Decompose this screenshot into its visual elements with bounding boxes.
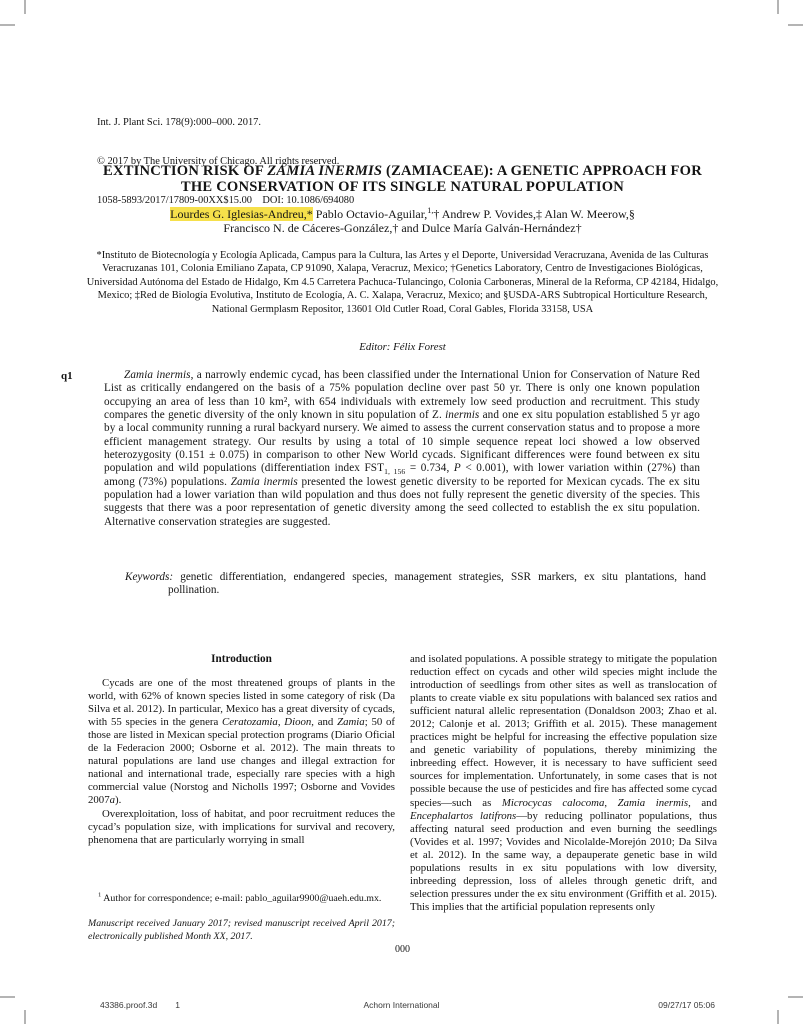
crop-mark-top-left-h	[0, 24, 15, 26]
intro-paragraph-continuation: and isolated populations. A possible strategy to mitigate the population reduction effect on cycads and other wild species might include the introduction of seedlings from other sites as well as translocation of plants to create viable ex situ populations with balanced sex ratios and sufficient natural allelic representation (Donaldson 2003; Zhao et al. 2012; Calonje et al. 2013; Griffith et al. 2015). These management practices might be helpful for increasing the effective population size and genetic variability of populations, thereby minimizing the inbreeding effect. However, it is necessary to have sufficient seed sources for implementation. Unfortunately, in some cases that is not possible because the use of pesticides and fire has affected some cycad species—such as Microcycas calocoma, Zamia inermis, and Encephalartos latifrons—by reducing pollinator populations, thus affecting natural seed production and even burning the seedlings (Vovides et al. 1997; Vovides and Nicolalde-Morejón 2010; Da Silva et al. 2012). In the same way, a depauperate genetic base in wild populations results in ex situ populations with low diversity, inbreeding depression, loss of alleles through genetic drift, and selection pressures under the ex situ environment (Griffith et al. 2015). This implies that the artificial population represents only	[410, 653, 717, 913]
journal-citation-line: Int. J. Plant Sci. 178(9):000–000. 2017.	[97, 117, 261, 128]
crop-mark-top-right-h	[788, 24, 803, 26]
proof-slug-vendor: Achorn International	[363, 1000, 440, 1010]
crop-mark-bottom-right-h	[788, 996, 803, 998]
copyright-line: © 2017 by The University of Chicago. All rights reserved.	[97, 156, 340, 167]
author-line-1: Lourdes G. Iglesias-Andreu,* Pablo Octavio-Aguilar,$^{1,}$† Andrew P. Vovides,‡ Alan W. Meerow,§	[170, 206, 635, 221]
footnote-correspondence: $^1$ Author for correspondence; e-mail: pablo_aguilar9900@uaeh.edu.mx.	[98, 891, 382, 904]
intro-paragraph-1: Cycads are one of the most threatened groups of plants in the world, with 62% of known species listed in some category of risk (Da Silva et al. 2012). In particular, Mexico has a great diversity of cycads, with 55 species in the genera Ceratozamia, Dioon, and Zamia; 50 of those are listed in Mexican special protection programs (Diario Oficial de la Federacion 2000; Osborne et al. 2012). The main threats to natural populations are land use changes and illegal extraction for national and international trade, especially rare species with a high commercial value (Norstog and Nicholls 1997; Osborne and Vovides 2007a).	[88, 677, 395, 807]
footnote-manuscript-history: Manuscript received January 2017; revised manuscript received April 2017; electronically published Month XX, 2017.	[88, 918, 395, 942]
author-byline	[60, 207, 745, 235]
article-title: EXTINCTION RISK OF ZAMIA INERMIS (ZAMIACEAE): A GENETIC APPROACH FOR THE CONSERVATION OF ITS SINGLE NATURAL POPULATION	[103, 163, 702, 195]
issn-doi-line: 1058-5893/2017/17809-00XX$15.00 DOI: 10.1086/694080	[97, 195, 355, 206]
body-columns	[88, 653, 717, 914]
proof-slug-file	[100, 1000, 180, 1010]
proof-slug-filename: 43386.proof.3d	[100, 1000, 158, 1010]
folio-page-number: 000	[395, 944, 410, 955]
proof-slug	[0, 1000, 803, 1014]
right-column	[410, 653, 717, 914]
proof-slug-pagenum: 1	[175, 1000, 180, 1010]
author-line-2: Francisco N. de Cáceres-González,† and Dulce María Galván-Hernández†	[223, 221, 582, 236]
abstract	[104, 369, 700, 529]
proof-query-q1: q1	[61, 370, 73, 382]
crop-mark-top-right-v	[777, 0, 779, 14]
keywords: Keywords: genetic differentiation, endangered species, management strategies, SSR markers, ex situ plantations, hand pollination.	[125, 571, 706, 597]
affiliations: *Instituto de Biotecnología y Ecología Aplicada, Campus para la Cultura, las Artes y el Deporte, Universidad Veracruzana, Avenida de las Culturas Veracruzanas 101, Colonia Emiliano Zapata, CP 91090, Xalapa, Veracruz, Mexico; †Genetics Laboratory, Centro de Investigaciones Biológicas, Universidad Autónoma del Estado de Hidalgo, Km 4.5 Carretera Pachuca-Tulancingo, Colonia Carboneras, Mineral de la Reforma, CP 42184, Hidalgo, Mexico; ‡Red de Biología Evolutiva, Instituto de Ecología, A. C. Xalapa, Veracruz, Mexico; and §USDA-ARS Subtropical Horticulture Research, National Germplasm Repositor, 13601 Old Cutler Road, Coral Gables, Florida 33158, USA	[86, 250, 719, 315]
proof-slug-datetime: 09/27/17 05:06	[658, 1000, 715, 1010]
editor-line: Editor: Félix Forest	[359, 341, 446, 353]
crop-mark-bottom-left-h	[0, 996, 15, 998]
abstract-text: Zamia inermis, a narrowly endemic cycad, has been classified under the International Union for Conservation of Nature Red List as critically endangered on the basis of a 75% population decline over past 50 yr. There is only one known population occupying an area of less than 10 km², with 654 individuals with extremely low seed production and recruitment. This study compares the genetic diversity of the only known in situ population of Z. inermis and one ex situ population established 5 yr ago by a local community running a rural backyard nursery. We aimed to assess the current conservation status and to propose a more efficient management strategy. Our results by using a total of 10 simple sequence repeat loci showed a low observed heterozygosity (0.151 ± 0.075) in comparison to other New World cycads. Significant differences were found between ex situ population and wild populations (differentiation index $FST_{1, 156} = 0.734$, P < 0.001), with lower variation within (27%) than among (73%) populations. Zamia inermis presented the lowest genetic diversity to be reported for Mexican cycads. The ex situ population had a lower variation than wild population and thus does not fully represent the genetic diversity of the species. This suggests that there was a poor representation of genetic diversity among the seed collected to establish the ex situ population. Alternative conservation strategies are suggested.	[104, 369, 701, 528]
crop-mark-top-left-v	[24, 0, 26, 14]
intro-paragraph-2: Overexploitation, loss of habitat, and poor recruitment reduces the cycad’s population size, with implications for survival and recovery, phenomena that are particularly worrying in small	[88, 807, 395, 846]
section-heading-introduction: Introduction	[211, 653, 272, 665]
left-column	[88, 653, 395, 914]
